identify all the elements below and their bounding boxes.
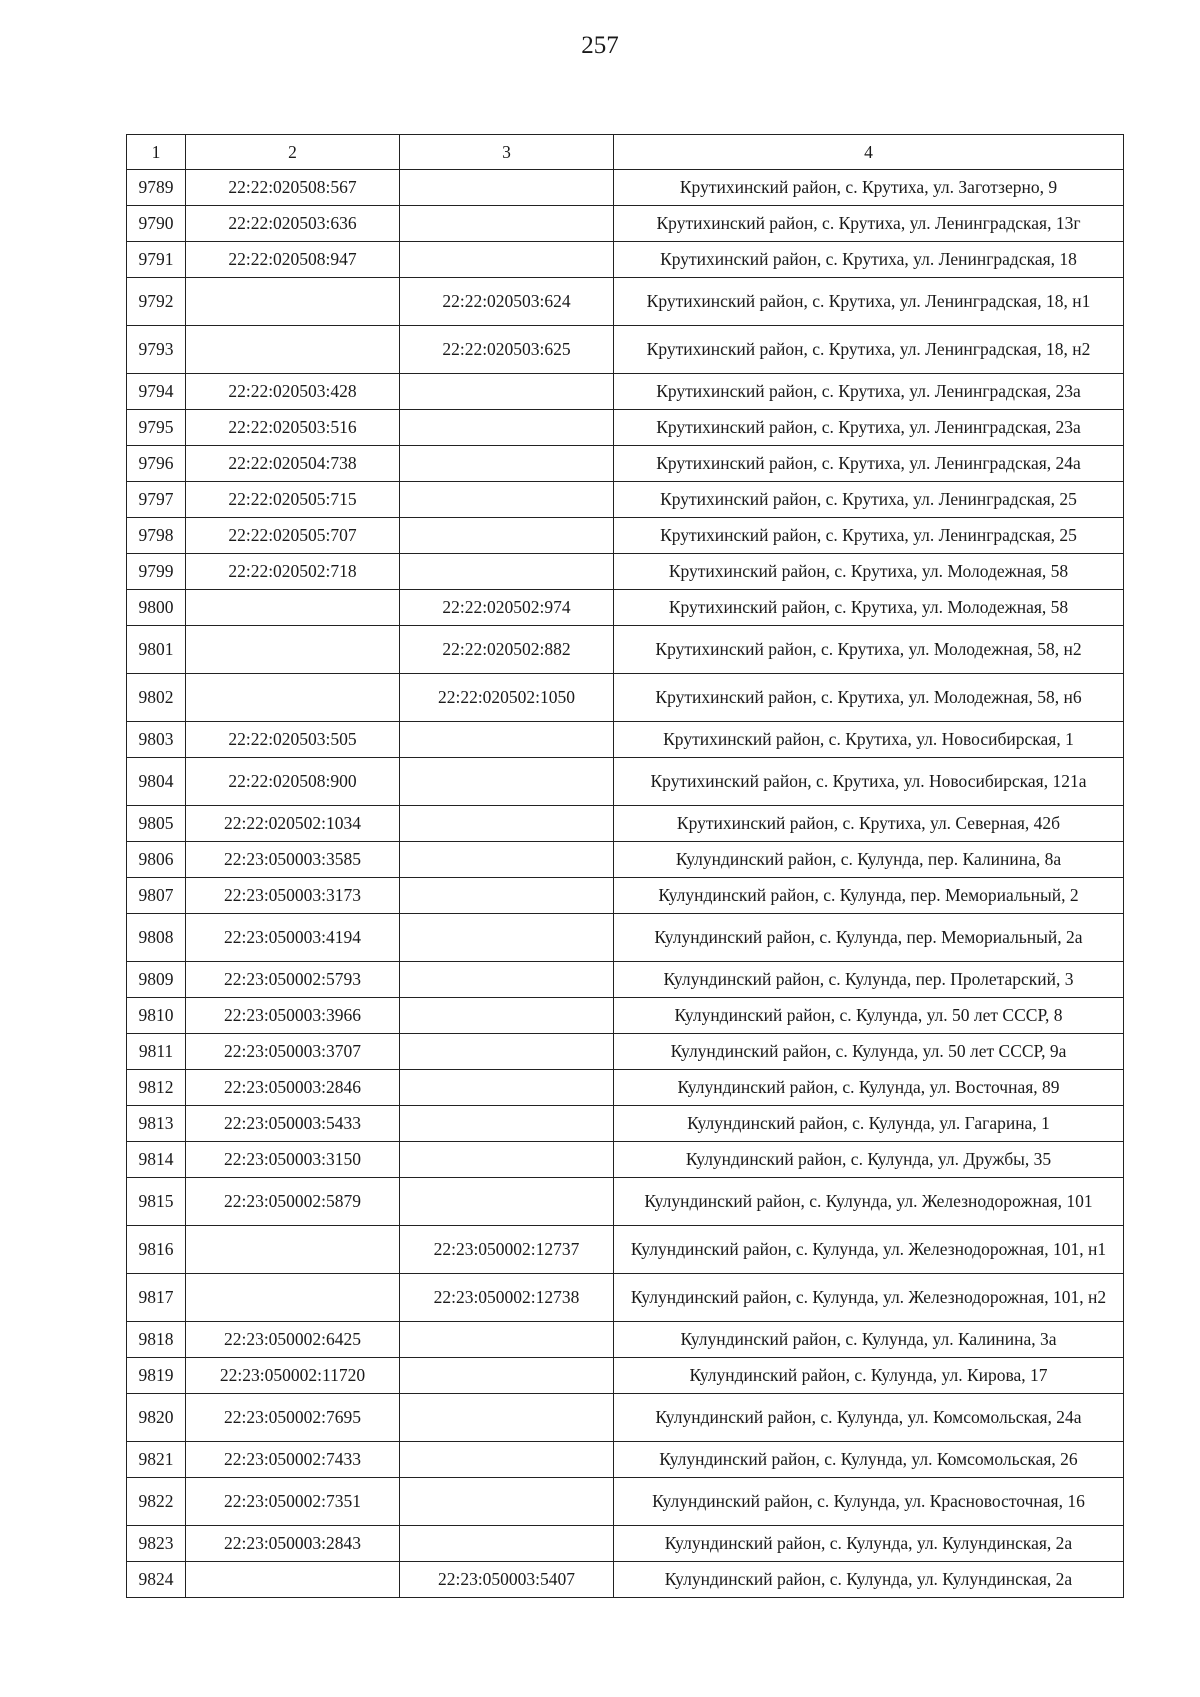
table-row: [127, 758, 1124, 806]
cadastral-number-cell: 22:23:050003:3150: [186, 1142, 400, 1178]
cadastral-number-cell: [186, 626, 400, 674]
address-cell: Крутихинский район, с. Крутиха, ул. Ленинградская, 23а: [614, 374, 1124, 410]
row-number-cell: 9822: [127, 1478, 186, 1526]
row-number-cell: 9801: [127, 626, 186, 674]
table-row: [127, 962, 1124, 998]
related-cadastral-number-cell: [400, 482, 614, 518]
related-cadastral-number-cell: 22:23:050002:12738: [400, 1274, 614, 1322]
registry-table: [126, 134, 1124, 1598]
related-cadastral-number-cell: 22:22:020503:625: [400, 326, 614, 374]
cadastral-number-cell: 22:23:050003:2846: [186, 1070, 400, 1106]
table-row: [127, 170, 1124, 206]
address-cell: Крутихинский район, с. Крутиха, ул. Ленинградская, 25: [614, 518, 1124, 554]
related-cadastral-number-cell: [400, 1178, 614, 1226]
related-cadastral-number-cell: [400, 1442, 614, 1478]
table-row: [127, 518, 1124, 554]
cadastral-number-cell: 22:22:020505:707: [186, 518, 400, 554]
table-row: [127, 1322, 1124, 1358]
address-cell: Кулундинский район, с. Кулунда, пер. Мемориальный, 2а: [614, 914, 1124, 962]
row-number-cell: 9795: [127, 410, 186, 446]
address-cell: Крутихинский район, с. Крутиха, ул. Молодежная, 58: [614, 554, 1124, 590]
table-row: [127, 1226, 1124, 1274]
address-cell: Крутихинский район, с. Крутиха, ул. Молодежная, 58: [614, 590, 1124, 626]
row-number-cell: 9796: [127, 446, 186, 482]
cadastral-number-cell: 22:23:050002:5793: [186, 962, 400, 998]
table-row: [127, 998, 1124, 1034]
cadastral-number-cell: [186, 278, 400, 326]
row-number-cell: 9821: [127, 1442, 186, 1478]
row-number-cell: 9807: [127, 878, 186, 914]
related-cadastral-number-cell: 22:23:050003:5407: [400, 1562, 614, 1598]
cadastral-number-cell: 22:23:050003:2843: [186, 1526, 400, 1562]
row-number-cell: 9799: [127, 554, 186, 590]
row-number-cell: 9816: [127, 1226, 186, 1274]
table-row: [127, 446, 1124, 482]
table-row: [127, 722, 1124, 758]
address-cell: Кулундинский район, с. Кулунда, ул. 50 лет СССР, 9а: [614, 1034, 1124, 1070]
related-cadastral-number-cell: [400, 914, 614, 962]
related-cadastral-number-cell: [400, 206, 614, 242]
cadastral-number-cell: 22:23:050002:7351: [186, 1478, 400, 1526]
column-header-3: 3: [400, 135, 614, 170]
row-number-cell: 9819: [127, 1358, 186, 1394]
related-cadastral-number-cell: [400, 1322, 614, 1358]
address-cell: Крутихинский район, с. Крутиха, ул. Новосибирская, 1: [614, 722, 1124, 758]
cadastral-number-cell: 22:23:050002:7433: [186, 1442, 400, 1478]
table-row: [127, 1142, 1124, 1178]
cadastral-number-cell: [186, 590, 400, 626]
row-number-cell: 9815: [127, 1178, 186, 1226]
row-number-cell: 9797: [127, 482, 186, 518]
related-cadastral-number-cell: [400, 722, 614, 758]
column-header-4: 4: [614, 135, 1124, 170]
table-row: [127, 626, 1124, 674]
row-number-cell: 9793: [127, 326, 186, 374]
row-number-cell: 9800: [127, 590, 186, 626]
related-cadastral-number-cell: [400, 1358, 614, 1394]
table-row: [127, 554, 1124, 590]
page-number: 257: [581, 32, 619, 59]
address-cell: Кулундинский район, с. Кулунда, ул. Восточная, 89: [614, 1070, 1124, 1106]
row-number-cell: 9790: [127, 206, 186, 242]
cadastral-number-cell: 22:23:050002:11720: [186, 1358, 400, 1394]
address-cell: Кулундинский район, с. Кулунда, ул. Железнодорожная, 101, н1: [614, 1226, 1124, 1274]
table-row: [127, 206, 1124, 242]
related-cadastral-number-cell: [400, 410, 614, 446]
table-row: [127, 914, 1124, 962]
related-cadastral-number-cell: [400, 374, 614, 410]
cadastral-number-cell: 22:23:050003:3173: [186, 878, 400, 914]
related-cadastral-number-cell: [400, 170, 614, 206]
address-cell: Крутихинский район, с. Крутиха, ул. Северная, 42б: [614, 806, 1124, 842]
table-row: [127, 278, 1124, 326]
cadastral-number-cell: 22:23:050003:3585: [186, 842, 400, 878]
address-cell: Крутихинский район, с. Крутиха, ул. Ленинградская, 24а: [614, 446, 1124, 482]
row-number-cell: 9806: [127, 842, 186, 878]
cadastral-number-cell: 22:22:020504:738: [186, 446, 400, 482]
table-row: [127, 674, 1124, 722]
table-row: [127, 842, 1124, 878]
related-cadastral-number-cell: 22:23:050002:12737: [400, 1226, 614, 1274]
related-cadastral-number-cell: [400, 554, 614, 590]
cadastral-number-cell: 22:22:020508:900: [186, 758, 400, 806]
related-cadastral-number-cell: 22:22:020502:974: [400, 590, 614, 626]
header-row: [127, 135, 1124, 170]
table-row: [127, 878, 1124, 914]
address-cell: Кулундинский район, с. Кулунда, ул. 50 лет СССР, 8: [614, 998, 1124, 1034]
related-cadastral-number-cell: [400, 878, 614, 914]
row-number-cell: 9817: [127, 1274, 186, 1322]
related-cadastral-number-cell: [400, 1526, 614, 1562]
table-row: [127, 1478, 1124, 1526]
row-number-cell: 9809: [127, 962, 186, 998]
column-header-1: 1: [127, 135, 186, 170]
table-row: [127, 410, 1124, 446]
row-number-cell: 9798: [127, 518, 186, 554]
table-row: [127, 806, 1124, 842]
row-number-cell: 9812: [127, 1070, 186, 1106]
address-cell: Крутихинский район, с. Крутиха, ул. Ленинградская, 23а: [614, 410, 1124, 446]
address-cell: Кулундинский район, с. Кулунда, ул. Комсомольская, 26: [614, 1442, 1124, 1478]
cadastral-number-cell: 22:23:050002:5879: [186, 1178, 400, 1226]
address-cell: Крутихинский район, с. Крутиха, ул. Ленинградская, 18: [614, 242, 1124, 278]
row-number-cell: 9794: [127, 374, 186, 410]
related-cadastral-number-cell: [400, 446, 614, 482]
address-cell: Кулундинский район, с. Кулунда, ул. Комсомольская, 24а: [614, 1394, 1124, 1442]
row-number-cell: 9823: [127, 1526, 186, 1562]
table-row: [127, 326, 1124, 374]
related-cadastral-number-cell: [400, 1142, 614, 1178]
address-cell: Крутихинский район, с. Крутиха, ул. Новосибирская, 121а: [614, 758, 1124, 806]
row-number-cell: 9792: [127, 278, 186, 326]
table-row: [127, 1274, 1124, 1322]
address-cell: Кулундинский район, с. Кулунда, пер. Пролетарский, 3: [614, 962, 1124, 998]
cadastral-number-cell: 22:23:050002:7695: [186, 1394, 400, 1442]
address-cell: Крутихинский район, с. Крутиха, ул. Ленинградская, 25: [614, 482, 1124, 518]
address-cell: Кулундинский район, с. Кулунда, ул. Дружбы, 35: [614, 1142, 1124, 1178]
address-cell: Кулундинский район, с. Кулунда, ул. Кулундинская, 2а: [614, 1526, 1124, 1562]
cadastral-number-cell: 22:22:020503:505: [186, 722, 400, 758]
row-number-cell: 9789: [127, 170, 186, 206]
cadastral-number-cell: 22:22:020508:567: [186, 170, 400, 206]
table-row: [127, 1106, 1124, 1142]
cadastral-number-cell: [186, 326, 400, 374]
address-cell: Кулундинский район, с. Кулунда, ул. Кирова, 17: [614, 1358, 1124, 1394]
row-number-cell: 9803: [127, 722, 186, 758]
table-row: [127, 482, 1124, 518]
cadastral-number-cell: 22:23:050002:6425: [186, 1322, 400, 1358]
address-cell: Крутихинский район, с. Крутиха, ул. Ленинградская, 18, н2: [614, 326, 1124, 374]
table-row: [127, 1394, 1124, 1442]
row-number-cell: 9791: [127, 242, 186, 278]
address-cell: Крутихинский район, с. Крутиха, ул. Молодежная, 58, н6: [614, 674, 1124, 722]
row-number-cell: 9810: [127, 998, 186, 1034]
row-number-cell: 9802: [127, 674, 186, 722]
row-number-cell: 9820: [127, 1394, 186, 1442]
address-cell: Крутихинский район, с. Крутиха, ул. Ленинградская, 18, н1: [614, 278, 1124, 326]
table-row: [127, 1358, 1124, 1394]
table-row: [127, 1562, 1124, 1598]
table-row: [127, 1070, 1124, 1106]
address-cell: Кулундинский район, с. Кулунда, пер. Мемориальный, 2: [614, 878, 1124, 914]
related-cadastral-number-cell: 22:22:020503:624: [400, 278, 614, 326]
related-cadastral-number-cell: 22:22:020502:882: [400, 626, 614, 674]
address-cell: Кулундинский район, с. Кулунда, ул. Кулундинская, 2а: [614, 1562, 1124, 1598]
table-row: [127, 1442, 1124, 1478]
cadastral-number-cell: 22:22:020508:947: [186, 242, 400, 278]
row-number-cell: 9818: [127, 1322, 186, 1358]
cadastral-number-cell: 22:23:050003:3707: [186, 1034, 400, 1070]
row-number-cell: 9814: [127, 1142, 186, 1178]
related-cadastral-number-cell: [400, 806, 614, 842]
table-row: [127, 1526, 1124, 1562]
row-number-cell: 9813: [127, 1106, 186, 1142]
table-row: [127, 590, 1124, 626]
cadastral-number-cell: 22:23:050003:3966: [186, 998, 400, 1034]
table-row: [127, 1034, 1124, 1070]
related-cadastral-number-cell: [400, 1034, 614, 1070]
related-cadastral-number-cell: 22:22:020502:1050: [400, 674, 614, 722]
row-number-cell: 9824: [127, 1562, 186, 1598]
cadastral-number-cell: 22:22:020503:428: [186, 374, 400, 410]
related-cadastral-number-cell: [400, 1394, 614, 1442]
cadastral-number-cell: 22:22:020503:516: [186, 410, 400, 446]
cadastral-number-cell: [186, 674, 400, 722]
address-cell: Кулундинский район, с. Кулунда, ул. Железнодорожная, 101, н2: [614, 1274, 1124, 1322]
address-cell: Крутихинский район, с. Крутиха, ул. Ленинградская, 13г: [614, 206, 1124, 242]
row-number-cell: 9805: [127, 806, 186, 842]
related-cadastral-number-cell: [400, 998, 614, 1034]
cadastral-number-cell: [186, 1274, 400, 1322]
related-cadastral-number-cell: [400, 842, 614, 878]
address-cell: Кулундинский район, с. Кулунда, ул. Железнодорожная, 101: [614, 1178, 1124, 1226]
row-number-cell: 9804: [127, 758, 186, 806]
cadastral-number-cell: 22:23:050003:4194: [186, 914, 400, 962]
related-cadastral-number-cell: [400, 1478, 614, 1526]
cadastral-number-cell: 22:22:020503:636: [186, 206, 400, 242]
related-cadastral-number-cell: [400, 962, 614, 998]
row-number-cell: 9811: [127, 1034, 186, 1070]
cadastral-number-cell: [186, 1226, 400, 1274]
cadastral-number-cell: 22:23:050003:5433: [186, 1106, 400, 1142]
cadastral-number-cell: [186, 1562, 400, 1598]
related-cadastral-number-cell: [400, 1106, 614, 1142]
related-cadastral-number-cell: [400, 242, 614, 278]
row-number-cell: 9808: [127, 914, 186, 962]
table-row: [127, 1178, 1124, 1226]
cadastral-number-cell: 22:22:020502:1034: [186, 806, 400, 842]
table-row: [127, 374, 1124, 410]
related-cadastral-number-cell: [400, 758, 614, 806]
address-cell: Кулундинский район, с. Кулунда, пер. Калинина, 8а: [614, 842, 1124, 878]
table-row: [127, 242, 1124, 278]
related-cadastral-number-cell: [400, 518, 614, 554]
address-cell: Крутихинский район, с. Крутиха, ул. Молодежная, 58, н2: [614, 626, 1124, 674]
address-cell: Кулундинский район, с. Кулунда, ул. Калинина, 3а: [614, 1322, 1124, 1358]
column-header-2: 2: [186, 135, 400, 170]
address-cell: Крутихинский район, с. Крутиха, ул. Заготзерно, 9: [614, 170, 1124, 206]
related-cadastral-number-cell: [400, 1070, 614, 1106]
address-cell: Кулундинский район, с. Кулунда, ул. Гагарина, 1: [614, 1106, 1124, 1142]
address-cell: Кулундинский район, с. Кулунда, ул. Красновосточная, 16: [614, 1478, 1124, 1526]
cadastral-number-cell: 22:22:020502:718: [186, 554, 400, 590]
cadastral-number-cell: 22:22:020505:715: [186, 482, 400, 518]
